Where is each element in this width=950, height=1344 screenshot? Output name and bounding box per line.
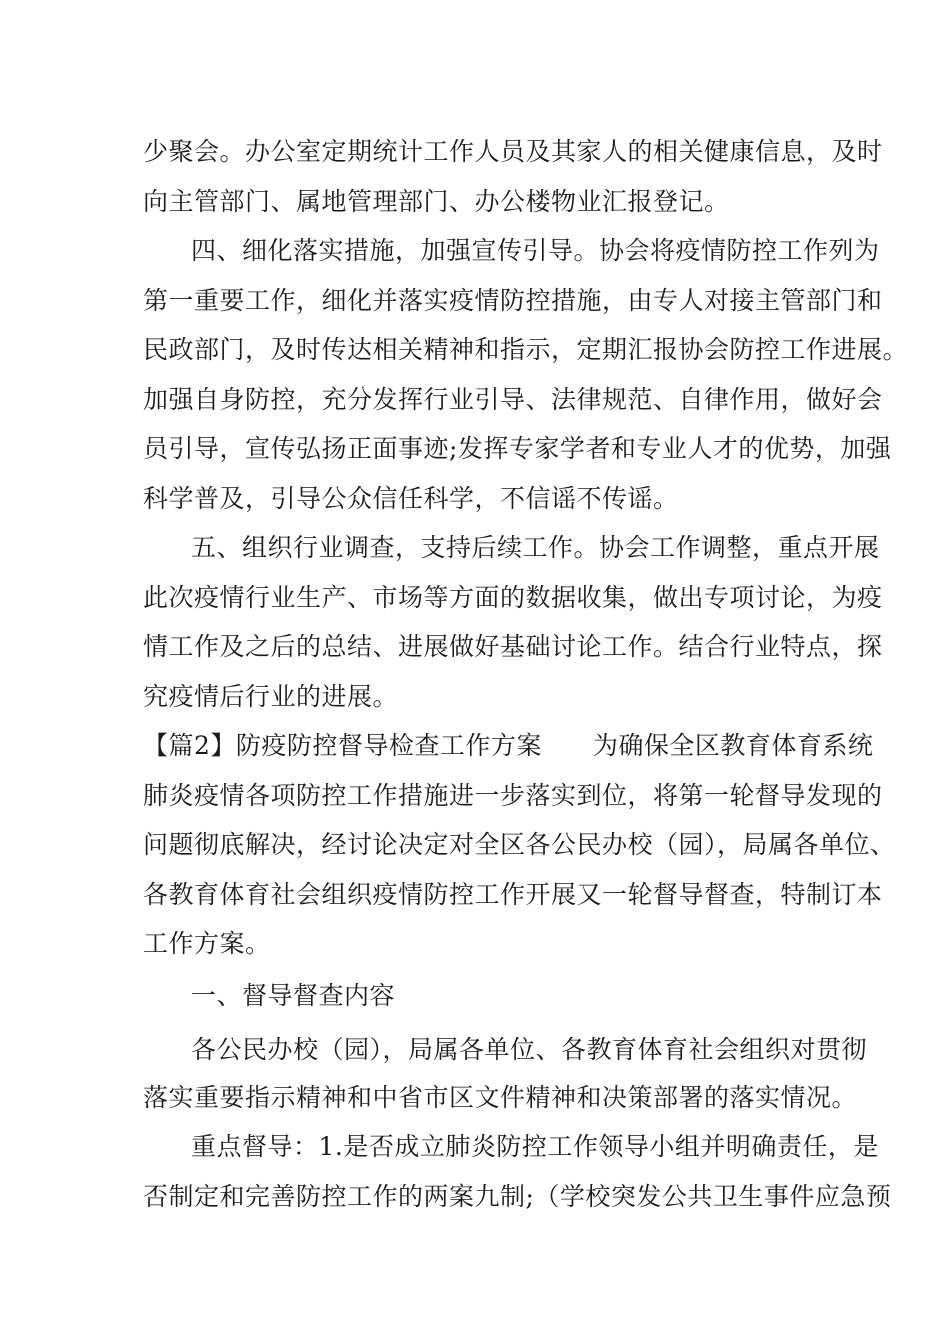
text-line: 民政部门，及时传达相关精神和指示，定期汇报协会防控工作进展。 <box>143 335 909 364</box>
text-line: 向主管部门、属地管理部门、办公楼物业汇报登记。 <box>143 187 730 216</box>
text-line: 究疫情后行业的进展。 <box>143 682 399 711</box>
paragraph-five-heading: 五、组织行业调查，支持后续工作。协会工作调整，重点开展 <box>191 533 880 562</box>
text-line: 少聚会。办公室定期统计工作人员及其家人的相关健康信息，及时 <box>143 137 883 166</box>
subsection-heading: 一、督导督查内容 <box>191 981 396 1010</box>
text-line: 各教育体育社会组织疫情防控工作开展又一轮督导督查，特制订本 <box>143 880 883 909</box>
paragraph-four-heading: 四、细化落实措施，加强宣传引导。协会将疫情防控工作列为 <box>191 236 880 265</box>
section-title-line: 【篇2】防疫防控督导检查工作方案 为确保全区教育体育系统 <box>143 731 874 760</box>
text-line: 加强自身防控，充分发挥行业引导、法律规范、自律作用，做好会 <box>143 385 883 414</box>
text-line: 科学普及，引导公众信任科学，不信谣不传谣。 <box>143 484 679 513</box>
text-line: 问题彻底解决，经讨论决定对全区各公民办校（园），局属各单位、 <box>143 830 896 859</box>
text-line: 否制定和完善防控工作的两案九制;（学校突发公共卫生事件应急预 <box>143 1182 892 1211</box>
text-line: 此次疫情行业生产、市场等方面的数据收集，做出专项讨论，为疫 <box>143 583 883 612</box>
paragraph-start: 各公民办校（园），局属各单位、各教育体育社会组织对贯彻 <box>191 1035 868 1064</box>
paragraph-start: 重点督导：1.是否成立肺炎防控工作领导小组并明确责任，是 <box>191 1132 879 1161</box>
text-line: 第一重要工作，细化并落实疫情防控措施，由专人对接主管部门和 <box>143 286 883 315</box>
text-line: 落实重要指示精神和中省市区文件精神和决策部署的落实情况。 <box>143 1083 858 1112</box>
text-line: 工作方案。 <box>143 929 271 958</box>
text-line: 情工作及之后的总结、进展做好基础讨论工作。结合行业特点，探 <box>143 632 883 661</box>
text-line: 员引导，宣传弘扬正面事迹;发挥专家学者和专业人才的优势，加强 <box>143 434 892 463</box>
text-line: 肺炎疫情各项防控工作措施进一步落实到位，将第一轮督导发现的 <box>143 781 883 810</box>
